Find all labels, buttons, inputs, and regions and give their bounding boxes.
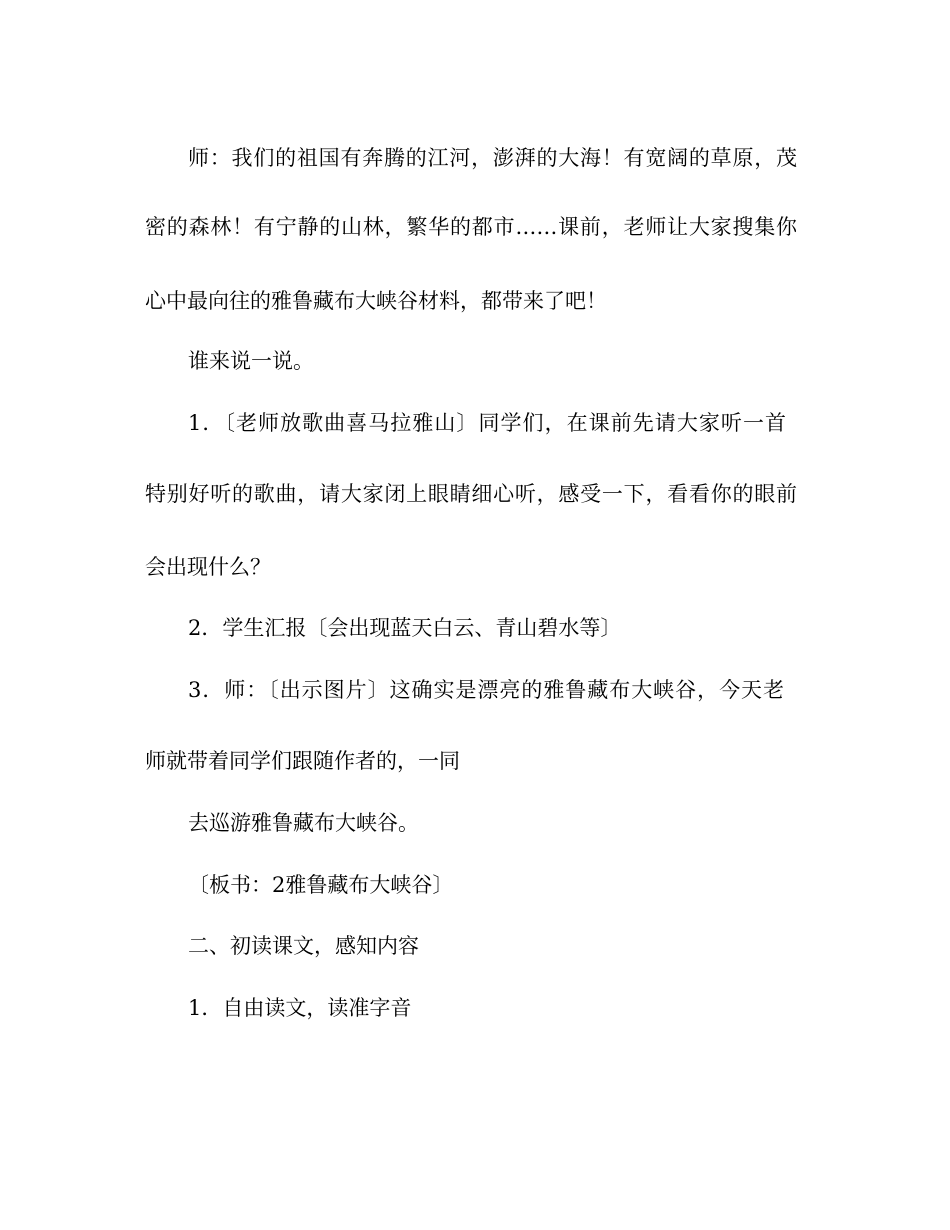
text-line: 〔板书：2雅鲁藏布大峡谷〕 [188,873,454,897]
text-line: 去巡游雅鲁藏布大峡谷。 [188,811,419,835]
text-line: 二、初读课文，感知内容 [188,934,419,958]
text-line: 会出现什么？ [145,555,271,579]
text-line: 师：我们的祖国有奔腾的江河，澎湃的大海！有宽阔的草原，茂 [188,146,797,170]
text-line: 3．师：〔出示图片〕这确实是漂亮的雅鲁藏布大峡谷，今天老 [188,678,784,702]
text-line: 特别好听的歌曲，请大家闭上眼睛细心听，感受一下，看看你的眼前 [145,482,797,506]
text-line: 心中最向往的雅鲁藏布大峡谷材料，都带来了吧！ [145,289,607,313]
text-line: 1．自由读文，读准字音 [188,996,412,1020]
text-line: 2．学生汇报〔会出现蓝天白云、青山碧水等〕 [188,616,622,640]
text-line: 密的森林！有宁静的山林，繁华的都市……课前，老师让大家搜集你 [145,215,797,239]
text-line: 师就带着同学们跟随作者的，一同 [145,749,460,773]
text-line: 1．〔老师放歌曲喜马拉雅山〕同学们，在课前先请大家听一首 [188,411,786,435]
text-line: 谁来说一说。 [188,349,314,373]
